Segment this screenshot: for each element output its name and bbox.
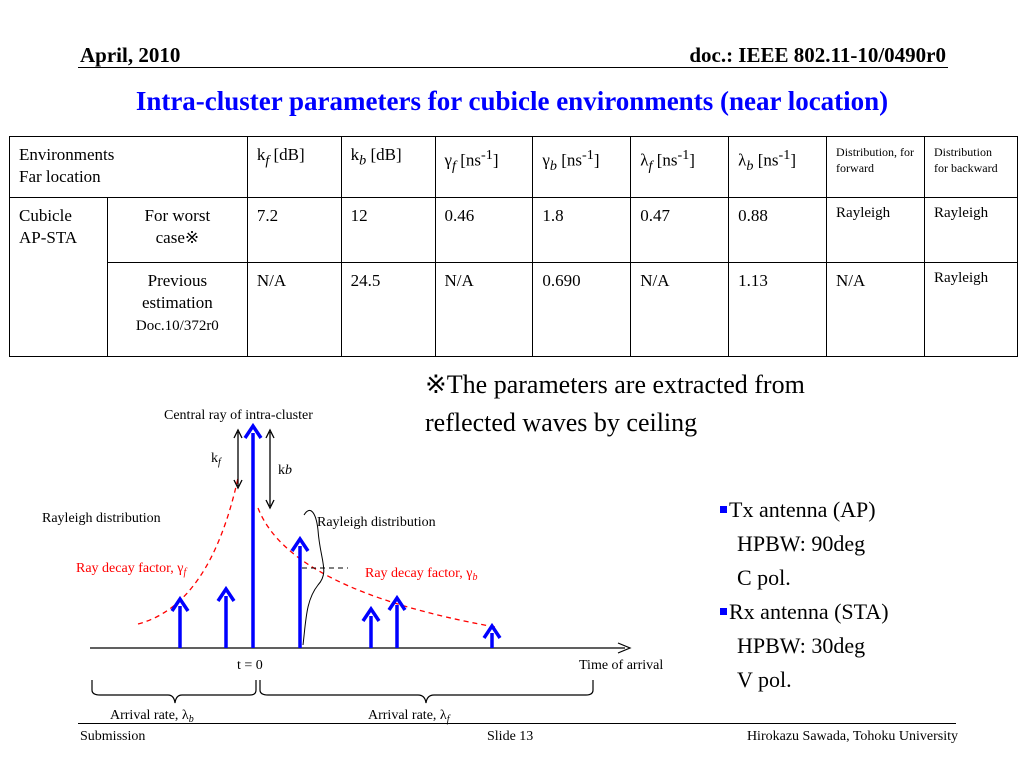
cell-dist-forward: N/A [827,263,925,357]
rx-hpbw: HPBW: 30deg [737,633,866,658]
cell-gamma-f: N/A [435,263,533,357]
cell-gamma-f: 0.46 [435,198,533,263]
env-ap-sta: AP-STA [19,228,78,247]
label-kb: kb [278,463,292,478]
tx-polarization: C pol. [737,565,791,590]
header-doc-id: doc.: IEEE 802.11-10/0490r0 [689,43,946,67]
env-line-1: Environments [19,145,115,164]
footer-rule [78,723,956,724]
rayleigh-pdf-curve [303,510,324,645]
label-arrival-rate-backward: Arrival rate, $\lambda_b$ [110,708,194,725]
parameter-table [9,136,1018,357]
header-kf: $k_f$ [dB] [247,137,341,198]
cell-gamma-b: 1.8 [533,198,631,263]
env-cubicle: Cubicle [19,206,72,225]
footer-author: Hirokazu Sawada, Tohoku University [746,729,958,744]
slide-title: Intra-cluster parameters for cubicle environments (near location) [135,86,889,116]
table-row [10,263,1018,357]
antenna-specs [720,493,889,697]
header-gamma-b: $\gamma_b$ $[ns^{-1}]$ [533,137,631,198]
cell-kb: 12 [341,198,435,263]
intra-cluster-diagram [0,400,700,725]
cell-lambda-f: N/A [631,263,729,357]
table-header-row [10,137,1018,198]
label-t0: t = 0 [237,658,263,673]
annotation-line-1: ※The parameters are extracted from [425,370,805,399]
bullet-icon [720,608,727,615]
env-cubicle-cell [10,198,108,357]
header-lambda-b: $\lambda_b$ $[ns^{-1}]$ [729,137,827,198]
decay-curve-forward [138,478,238,624]
table-row [10,198,1018,263]
annotation-line-2: reflected waves by ceiling [425,408,698,437]
cell-dist-forward: Rayleigh [827,198,925,263]
label-time-of-arrival: Time of arrival [579,658,664,673]
cell-lambda-b: 0.88 [729,198,827,263]
header-environments [10,137,248,198]
label-arrival-rate-forward: Arrival rate, $\lambda_f$ [368,708,450,725]
cell-gamma-b: 0.690 [533,263,631,357]
rx-polarization: V pol. [737,667,792,692]
bullet-icon [720,506,727,513]
footer-submission: Submission [80,729,146,744]
label-decay-forward: Ray decay factor, $\gamma_f$ [76,561,187,578]
row-label-worst-case: For worst case※ [107,198,247,263]
label-kf: $k_f$ [211,451,221,468]
header-date: April, 2010 [80,43,181,67]
header-distribution-forward: Distribution, for forward [827,137,925,198]
tx-hpbw: HPBW: 90deg [737,531,866,556]
header-distribution-backward: Distribution for backward [924,137,1017,198]
row-label-previous-estimation: Previous estimation Doc.10/372r0 [107,263,247,357]
cell-kf: 7.2 [247,198,341,263]
rx-antenna-title: Rx antenna (STA) [720,595,889,629]
cell-dist-backward: Rayleigh [924,198,1017,263]
label-rayleigh-right: Rayleigh distribution [317,515,436,530]
cell-kf: N/A [247,263,341,357]
footer-slide-number: Slide 13 [487,729,534,744]
tx-antenna-title: Tx antenna (AP) [720,493,889,527]
header-lambda-f: $\lambda_f$ $[ns^{-1}]$ [631,137,729,198]
brace-arrival-backward [92,680,256,703]
label-decay-backward: Ray decay factor, $\gamma_b$ [365,566,478,583]
cell-lambda-f: 0.47 [631,198,729,263]
cell-dist-backward: Rayleigh [924,263,1017,357]
header-gamma-f: $\gamma_f$ $[ns^{-1}]$ [435,137,533,198]
ray-arrows [172,426,500,648]
brace-arrival-forward [260,680,593,703]
header-rule [78,67,948,68]
env-line-2: Far location [19,167,101,186]
header-kb: $k_b$ [dB] [341,137,435,198]
label-rayleigh-left: Rayleigh distribution [42,511,161,526]
cell-kb: 24.5 [341,263,435,357]
label-central-ray: Central ray of intra-cluster [164,408,313,423]
cell-lambda-b: 1.13 [729,263,827,357]
